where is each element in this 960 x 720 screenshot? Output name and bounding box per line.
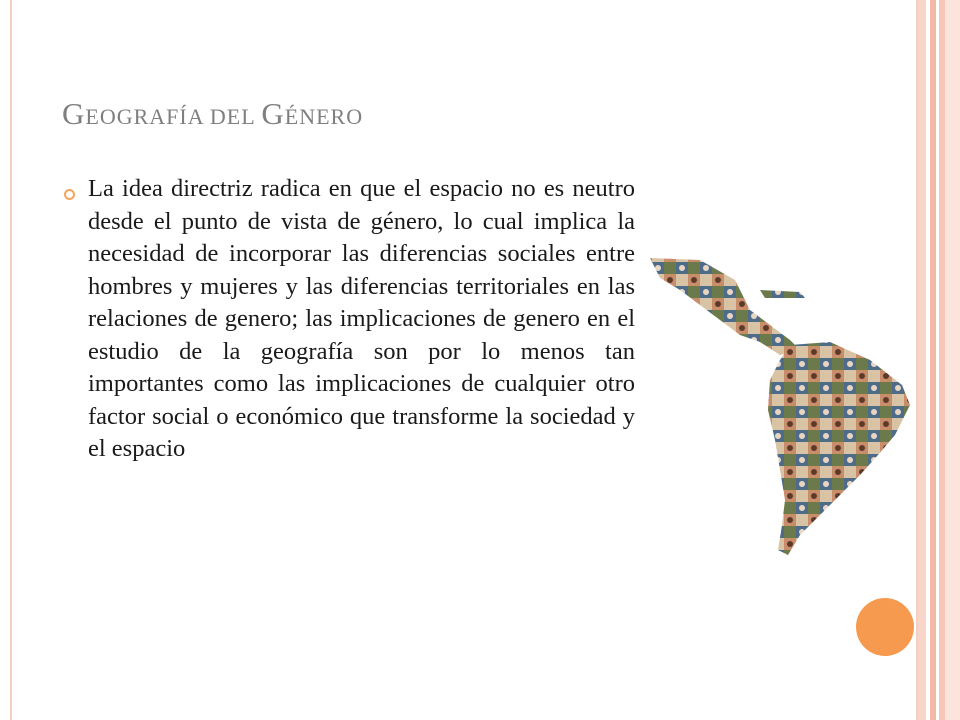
decor-stripe [945, 0, 960, 720]
circle-bullet-icon [64, 189, 75, 200]
title-part: G [62, 96, 86, 131]
body-paragraph: La idea directriz radica en que el espacio no es neutro desde el punto de vista de género, lo cual implica la necesidad de incorporar las diferencias sociales entre hombres y mujeres y las diferencias territoriales en las relaciones de genero; las implicaciones de genero en el estudio de la geografía son por lo menos tan importantes como las implicaciones de cualquier otro factor social o económico que transforme la sociedad y el espacio [88, 175, 635, 462]
title-part: G [261, 96, 285, 131]
slide-title [62, 96, 363, 132]
title-part: EOGRAF [85, 104, 180, 129]
accent-circle [856, 598, 914, 656]
latin-america-map-icon [640, 250, 920, 570]
title-part: ÍA DEL [179, 104, 262, 129]
title-part: ÉNERO [284, 104, 364, 129]
